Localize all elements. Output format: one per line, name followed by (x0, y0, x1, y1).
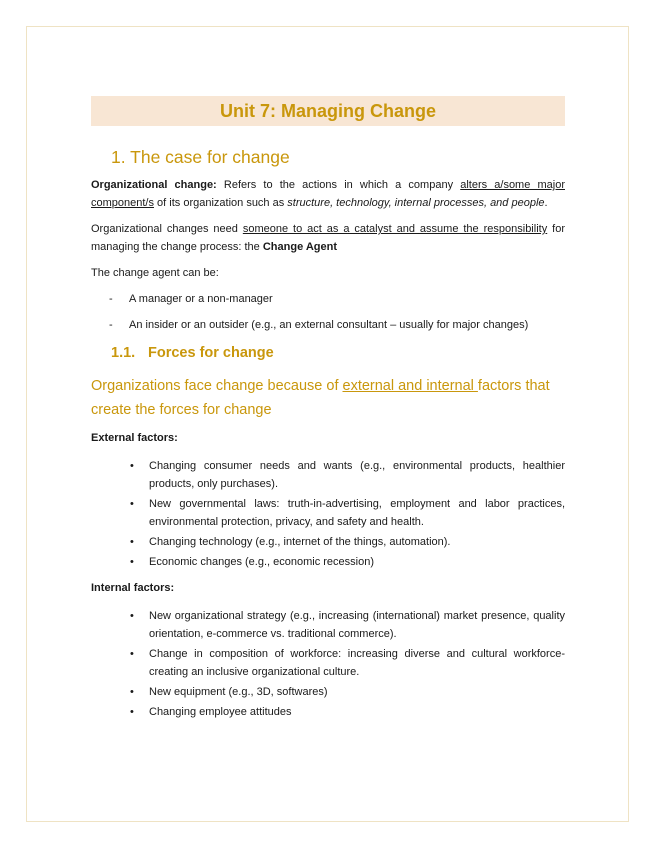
section-title: Forces for change (148, 345, 274, 361)
bullet-icon: • (130, 498, 134, 510)
internal-factors-heading: Internal factors: (91, 582, 175, 594)
bullet-icon: • (130, 536, 134, 548)
para1-text-a: Refers to the actions in which a company (216, 179, 461, 191)
internal-factors-list (91, 607, 565, 721)
term-organizational-change: Organizational change: (91, 179, 217, 191)
list-item-text: Economic changes (e.g., economic recession) (149, 556, 374, 568)
list-item (91, 607, 565, 643)
list-item (91, 683, 565, 701)
para2-text-b: for managing the change process: the (91, 223, 565, 253)
paragraph-agent-intro: The change agent can be: (91, 267, 219, 279)
para1-text-c: . (544, 197, 548, 209)
term-change-agent: Change Agent (262, 241, 337, 253)
lead-underlined: external and internal (342, 378, 478, 394)
section-number: 1.1. (111, 345, 136, 361)
list-item (91, 316, 565, 334)
document-page (26, 26, 629, 822)
bullet-icon: • (130, 648, 134, 660)
paragraph-change-agent (91, 220, 565, 256)
list-item (91, 553, 565, 571)
para1-underlined: alters a/some major component/s (91, 179, 565, 209)
page-content (91, 96, 565, 721)
bullet-icon: • (130, 610, 134, 622)
para1-text-b: of its organization such as (153, 197, 288, 209)
para2-text-a: Organizational changes need (91, 223, 243, 235)
page-title: Unit 7: Managing Change (91, 96, 565, 126)
dash-marker: - (109, 319, 113, 331)
list-item (91, 533, 565, 551)
lead-text-b: factors that create the forces for change (91, 378, 550, 418)
bullet-icon: • (130, 460, 134, 472)
lead-statement (91, 374, 565, 422)
external-factors-list (91, 457, 565, 571)
list-item-text: A manager or a non-manager (129, 293, 273, 305)
lead-text-a: Organizations face change because of (91, 378, 343, 394)
list-item (91, 457, 565, 493)
bullet-icon: • (130, 706, 134, 718)
list-item-text: New governmental laws: truth-in-advertising, employment and labor practices, environmental protection, privacy, and safety and health. (149, 498, 565, 528)
list-item (91, 290, 565, 308)
external-factors-heading: External factors: (91, 432, 178, 444)
bullet-icon: • (130, 686, 134, 698)
paragraph-organizational-change (91, 176, 565, 212)
list-item-text: An insider or an outsider (e.g., an external consultant – usually for major changes) (129, 319, 529, 331)
para1-italic: structure, technology, internal processes, and people (287, 197, 545, 209)
list-item-text: New equipment (e.g., 3D, softwares) (149, 686, 328, 698)
list-item-text: Changing technology (e.g., internet of the things, automation). (149, 536, 451, 548)
list-item (91, 703, 565, 721)
list-item-text: Change in composition of workforce: increasing diverse and cultural workforce- creating an inclusive organizational culture. (149, 648, 565, 678)
section-heading-case-for-change: 1. The case for change (111, 147, 290, 167)
list-item-text: Changing employee attitudes (149, 706, 292, 718)
dash-marker: - (109, 293, 113, 305)
change-agent-list (91, 290, 565, 334)
bullet-icon: • (130, 556, 134, 568)
list-item-text: Changing consumer needs and wants (e.g., environmental products, healthier products, only purchases). (149, 460, 565, 490)
list-item (91, 495, 565, 531)
list-item (91, 645, 565, 681)
list-item-text: New organizational strategy (e.g., increasing (international) market presence, quality orientation, e-commerce vs. traditional commerce). (149, 610, 565, 640)
section-heading-forces-for-change (91, 342, 565, 364)
para2-underlined: someone to act as a catalyst and assume the responsibility (242, 223, 548, 235)
